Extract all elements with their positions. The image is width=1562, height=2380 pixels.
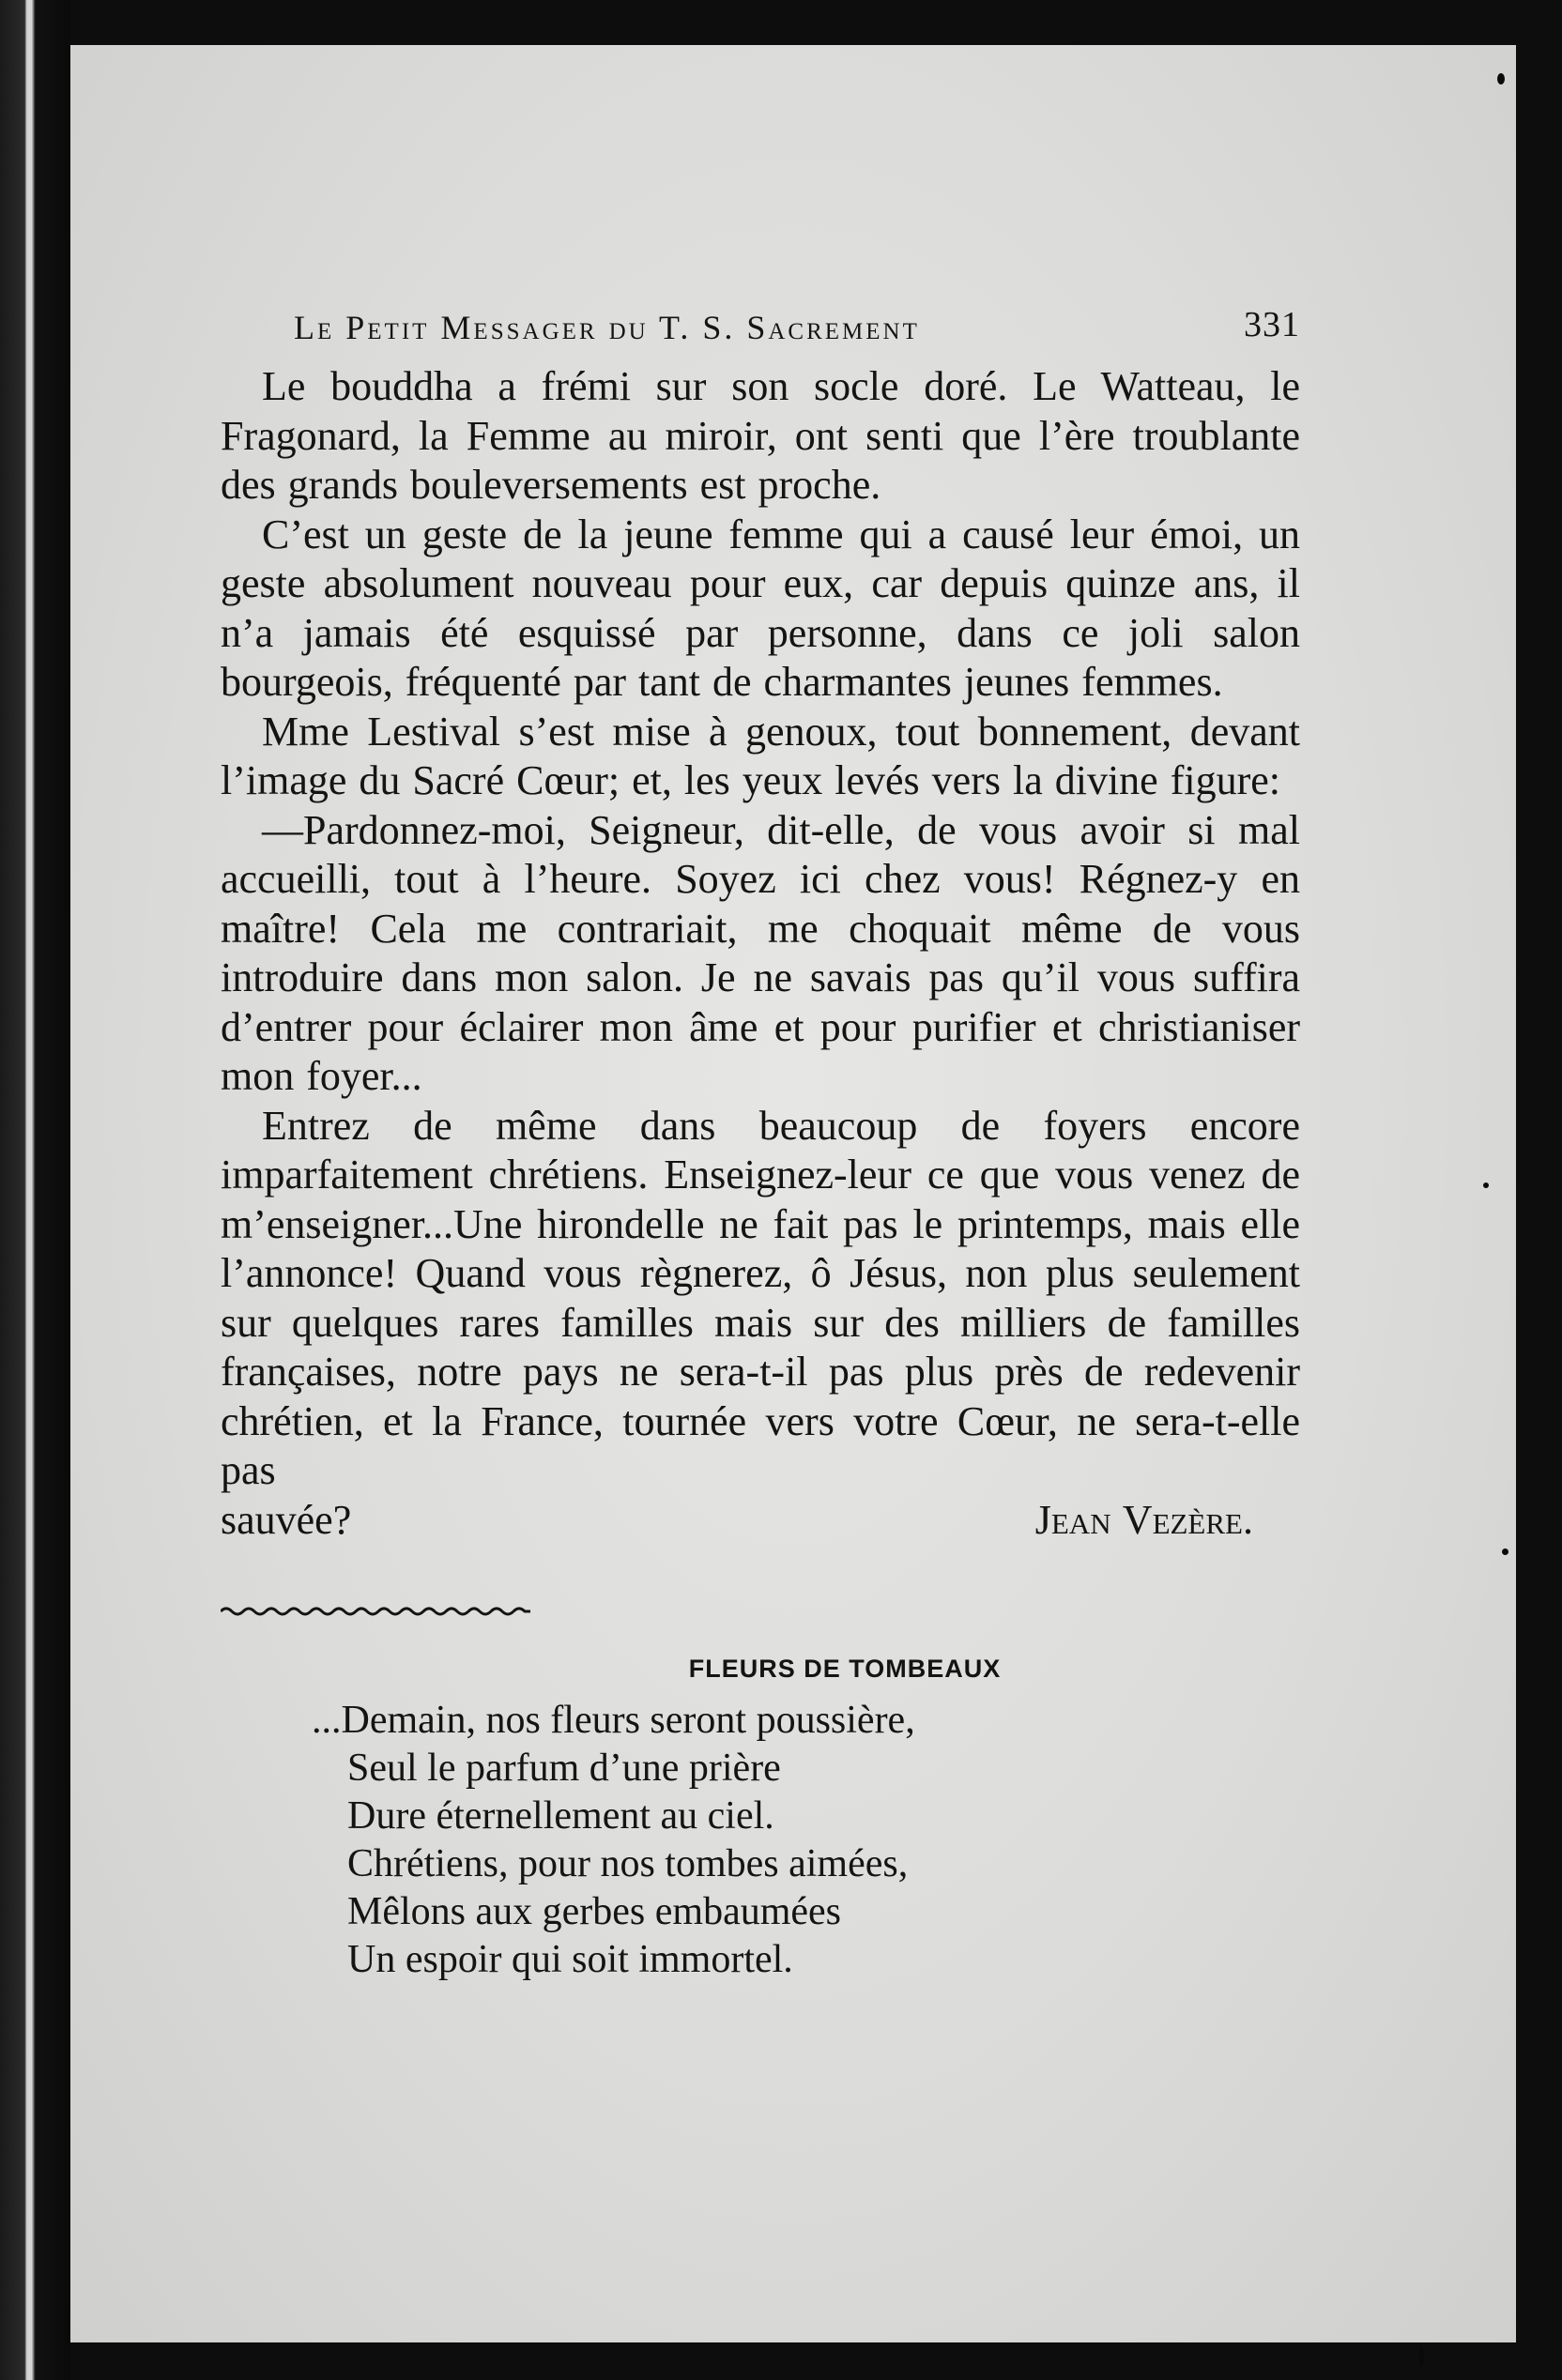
closing-words: sauvée? [221,1496,352,1543]
paragraph: C’est un geste de la jeune femme qui a causé leur émoi, un geste absolument nouveau pour eux, car depuis quinze ans, il n’a jamais été esquissé par personne, dans ce joli salon bourgeois, fréquenté par tant de charmantes jeunes femmes. [221,511,1300,705]
paragraph: Le bouddha a frémi sur son socle doré. Le Watteau, le Fragonard, la Femme au miroir, ont senti que l’ère troublante des grands bouleversements est proche. [221,363,1300,508]
running-head-title: Le Petit Messager du T. S. Sacrement [294,309,920,346]
scan-speck [1497,73,1505,84]
scan-speck [1483,1182,1489,1188]
scan-speck [1419,2346,1424,2367]
poem-line: Mêlons aux gerbes embaumées [347,1890,842,1933]
scan-speck [1502,1549,1508,1555]
poem-line: Seul le parfum d’une prière [347,1747,781,1790]
article-body [221,362,1300,1545]
poem-title: FLEURS DE TOMBEAUX [688,1655,1002,1683]
author-signature: Jean Vezère. [1034,1496,1253,1543]
paragraph: Mme Lestival s’est mise à genoux, tout bonnement, devant l’image du Sacré Cœur; et, les yeux levés vers la divine figure: [221,708,1300,803]
book-page [70,45,1516,2342]
paragraph: Entrez de même dans beaucoup de foyers encore imparfaitement chrétiens. Enseignez-leur ce que vous venez de m’enseigner...Une hirondelle ne fait pas le printemps, mais elle l’annonce! Quand vous règnerez, ô Jésus, non plus seulement sur quelques rares familles mais sur des milliers de familles françaises, notre pays ne sera-t-il pas plus près de redevenir chrétien, et la France, tournée vers votre Cœur, ne sera-t-elle pas [221,1102,1300,1493]
wavy-divider [221,1603,530,1616]
poem-stanza [312,1697,1300,1984]
poem-line: Dure éternellement au ciel. [347,1794,774,1838]
book-binding-edge [0,0,70,2380]
poem-line: Chrétiens, pour nos tombes aimées, [347,1842,909,1885]
paragraph: —Pardonnez-moi, Seigneur, dit-elle, de vous avoir si mal accueilli, tout à l’heure. Soyez ici chez vous! Régnez-y en maître! Cela me contrariait, me choquait même de vous introduire dans mon salon. Je ne savais pas qu’il vous suffira d’entrer pour éclairer mon âme et pour purifier et christianiser mon foyer... [221,806,1300,1099]
poem-line: ...Demain, nos fleurs seront poussière, [312,1699,915,1742]
running-head [221,298,1300,355]
page-number: 331 [1244,305,1300,344]
closing-line [221,1496,1300,1546]
poem-line: Un espoir qui soit immortel. [347,1938,793,1981]
page-content [221,298,1300,1984]
